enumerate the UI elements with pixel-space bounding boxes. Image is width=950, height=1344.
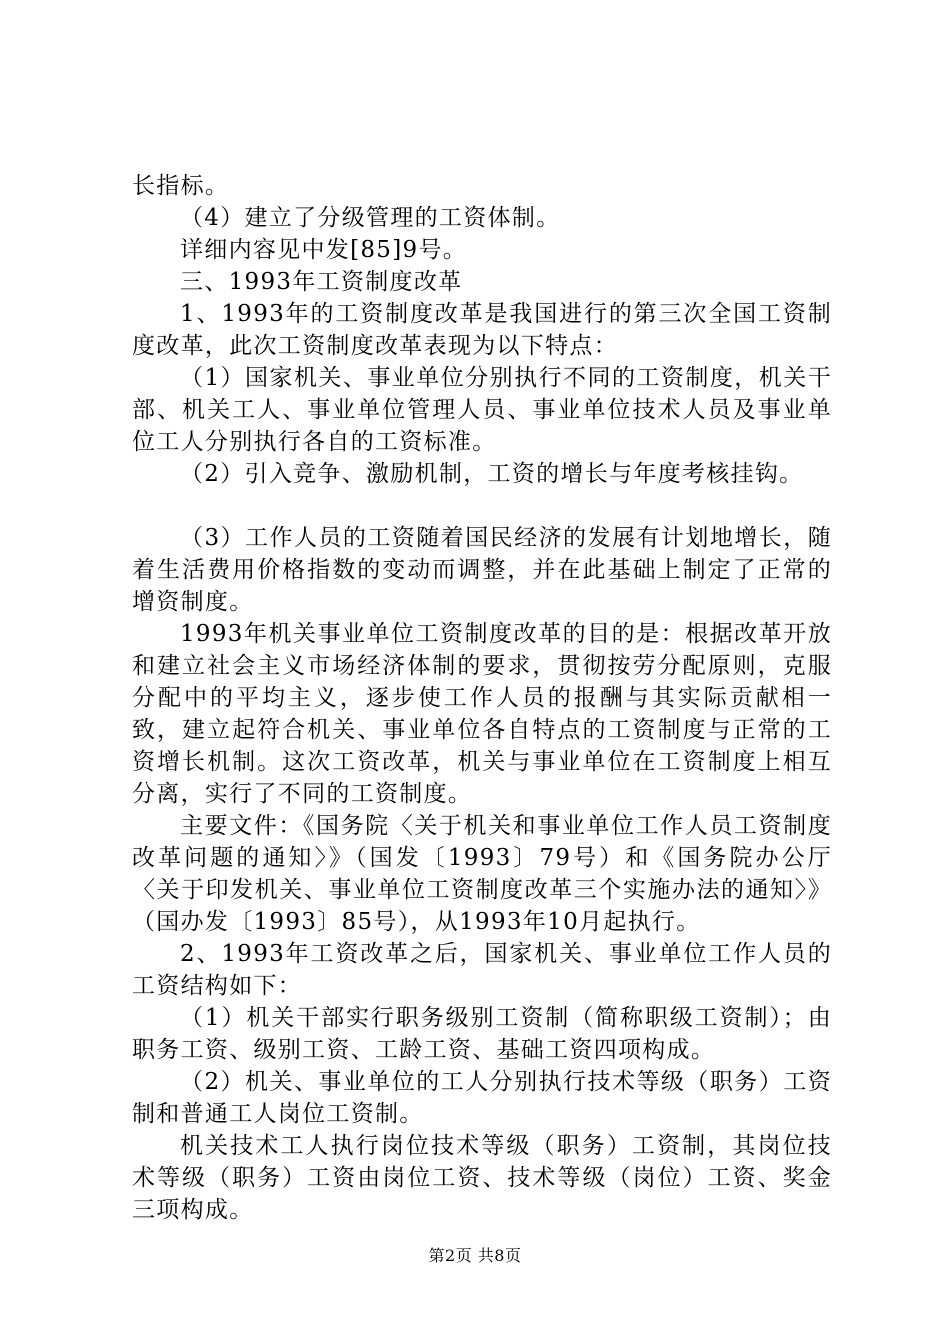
paragraph-structure-2: （2）机关、事业单位的工人分别执行技术等级（职务）工资制和普通工人岗位工资制。	[132, 1069, 832, 1127]
paragraph-continuation: 长指标。	[132, 173, 230, 199]
paragraph-main-documents: 主要文件：《国务院〈关于机关和事业单位工作人员工资制度改革问题的通知〉》（国发〔1993〕79号）和《国务院办公厅〈关于印发机关、事业单位工资制度改革三个实施办法的通知〉》（国办发〔1993〕85号），从1993年10月起执行。	[132, 813, 832, 935]
document-body	[132, 170, 832, 1226]
paragraph-point-2: 2、1993年工资改革之后，国家机关、事业单位工作人员的工资结构如下：	[132, 941, 832, 999]
paragraph-feature-2: （2）引入竞争、激励机制，工资的增长与年度考核挂钩。	[180, 461, 804, 487]
paragraph-technical-workers: 机关技术工人执行岗位技术等级（职务）工资制，其岗位技术等级（职务）工资由岗位工资、技术等级（岗位）工资、奖金三项构成。	[132, 1133, 832, 1223]
page-number-footer: 第2页 共8页	[428, 1246, 522, 1265]
paragraph-gap	[132, 490, 832, 522]
section-heading: 三、1993年工资制度改革	[180, 269, 463, 295]
paragraph-item-4: （4）建立了分级管理的工资体制。	[180, 205, 561, 231]
paragraph-point-1: 1、1993年的工资制度改革是我国进行的第三次全国工资制度改革，此次工资制度改革表现为以下特点：	[132, 301, 832, 359]
paragraph-feature-3: （3）工作人员的工资随着国民经济的发展有计划地增长，随着生活费用价格指数的变动而调整，并在此基础上制定了正常的增资制度。	[132, 525, 832, 615]
paragraph-feature-1: （1）国家机关、事业单位分别执行不同的工资制度，机关干部、机关工人、事业单位管理人员、事业单位技术人员及事业单位工人分别执行各自的工资标准。	[132, 365, 832, 455]
paragraph-structure-1: （1）机关干部实行职务级别工资制（简称职级工资制）；由职务工资、级别工资、工龄工资、基础工资四项构成。	[132, 1005, 832, 1063]
paragraph-reference: 详细内容见中发[85]9号。	[180, 237, 468, 263]
paragraph-purpose: 1993年机关事业单位工资制度改革的目的是：根据改革开放和建立社会主义市场经济体制的要求，贯彻按劳分配原则，克服分配中的平均主义，逐步使工作人员的报酬与其实际贡献相一致，建立起符合机关、事业单位各自特点的工资制度与正常的工资增长机制。这次工资改革，机关与事业单位在工资制度上相互分离，实行了不同的工资制度。	[132, 621, 832, 807]
